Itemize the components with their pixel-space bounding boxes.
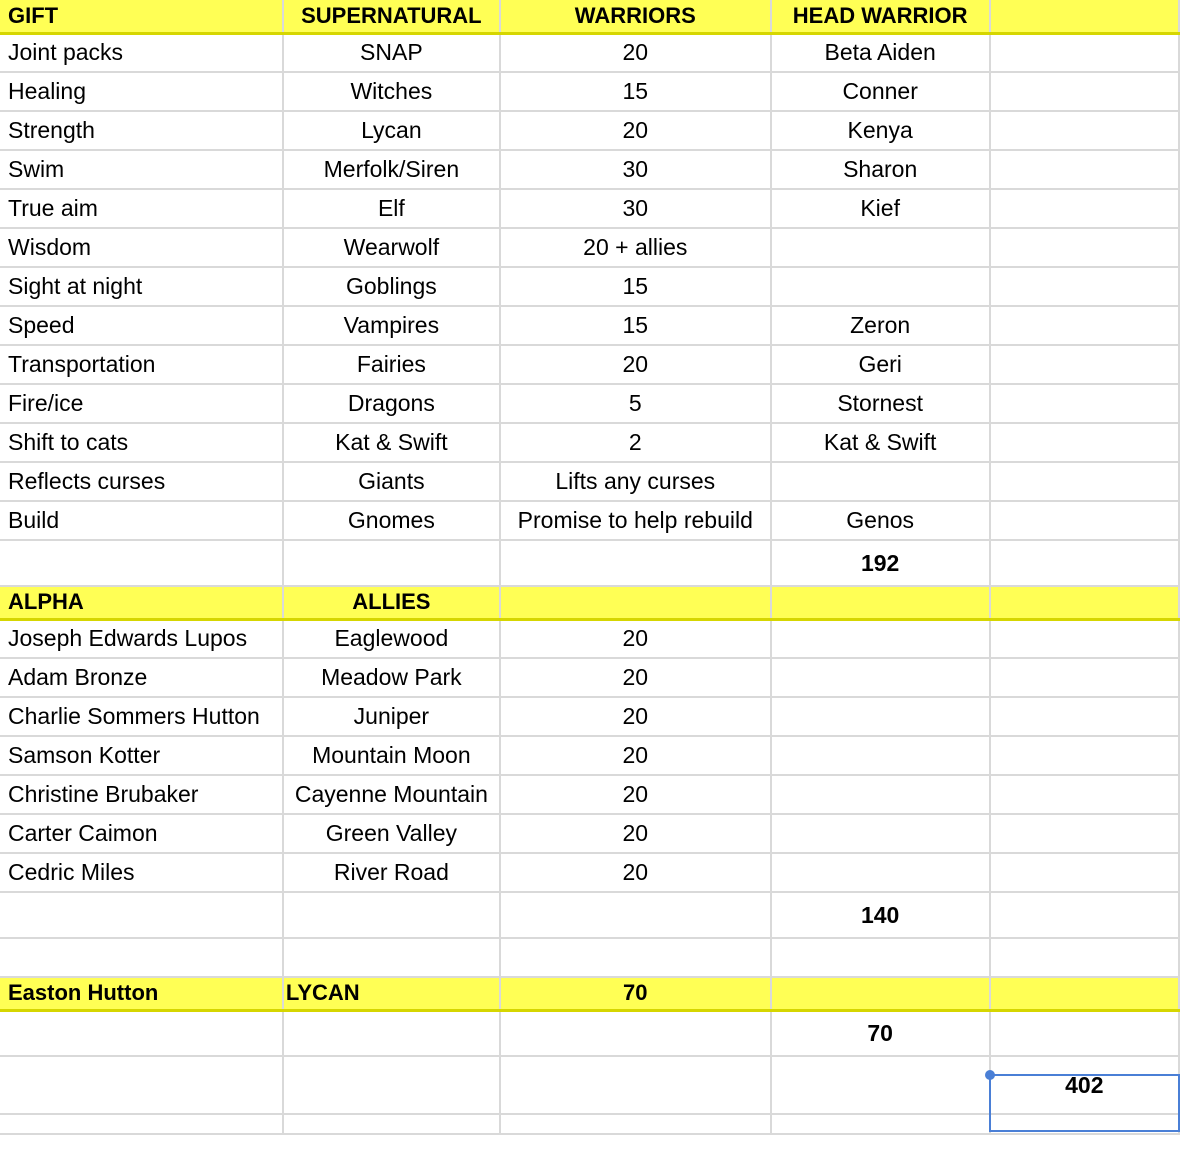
cell-empty[interactable]	[990, 462, 1179, 501]
cell-warriors[interactable]: 2	[500, 423, 771, 462]
cell-empty[interactable]	[990, 814, 1179, 853]
cell-empty[interactable]	[0, 1010, 283, 1056]
cell-empty[interactable]	[990, 150, 1179, 189]
cell-empty[interactable]	[990, 189, 1179, 228]
cell-empty[interactable]	[990, 938, 1179, 977]
total-cell-allies[interactable]: 140	[771, 892, 990, 938]
header-cell-easton-hutton[interactable]: Easton Hutton	[0, 977, 283, 1010]
cell-gift[interactable]: Reflects curses	[0, 462, 283, 501]
cell-empty[interactable]	[990, 658, 1179, 697]
cell-empty[interactable]	[0, 892, 283, 938]
cell-warriors[interactable]: 20	[500, 658, 771, 697]
cell-alpha[interactable]: Adam Bronze	[0, 658, 283, 697]
cell-empty[interactable]	[990, 72, 1179, 111]
cell-supernatural[interactable]: Elf	[283, 189, 500, 228]
cell-gift[interactable]: Transportation	[0, 345, 283, 384]
cell-empty[interactable]	[771, 853, 990, 892]
cell-empty[interactable]	[0, 540, 283, 586]
cell-supernatural[interactable]: Giants	[283, 462, 500, 501]
cell-empty[interactable]	[771, 658, 990, 697]
cell-head-warrior[interactable]	[771, 228, 990, 267]
header-cell-empty[interactable]	[990, 0, 1179, 33]
table-row	[0, 814, 1179, 853]
table-row	[0, 33, 1179, 72]
cell-empty[interactable]	[990, 384, 1179, 423]
table-row	[0, 267, 1179, 306]
header-cell-empty[interactable]	[771, 586, 990, 619]
total-cell-lycan[interactable]: 70	[771, 1010, 990, 1056]
cell-gift[interactable]: Strength	[0, 111, 283, 150]
cell-empty[interactable]	[990, 540, 1179, 586]
cell-empty[interactable]	[500, 892, 771, 938]
cell-head-warrior[interactable]: Conner	[771, 72, 990, 111]
header-cell-gift[interactable]: GIFT	[0, 0, 283, 33]
cell-head-warrior[interactable]	[771, 462, 990, 501]
cell-empty[interactable]	[771, 736, 990, 775]
cell-empty[interactable]	[990, 501, 1179, 540]
cell-alpha[interactable]: Christine Brubaker	[0, 775, 283, 814]
cell-empty[interactable]	[500, 1114, 771, 1134]
cell-empty[interactable]	[771, 814, 990, 853]
grand-total-row	[0, 1056, 1179, 1114]
cell-empty[interactable]	[500, 938, 771, 977]
cell-head-warrior[interactable]: Genos	[771, 501, 990, 540]
cell-warriors[interactable]: 15	[500, 267, 771, 306]
table-row	[0, 736, 1179, 775]
cell-warriors[interactable]: 30	[500, 189, 771, 228]
cell-empty[interactable]	[771, 775, 990, 814]
cell-gift[interactable]: Speed	[0, 306, 283, 345]
table-row	[0, 111, 1179, 150]
cell-empty[interactable]	[990, 228, 1179, 267]
cell-allies[interactable]: River Road	[283, 853, 500, 892]
cell-alpha[interactable]: Cedric Miles	[0, 853, 283, 892]
table-row	[0, 697, 1179, 736]
cell-supernatural[interactable]: Lycan	[283, 111, 500, 150]
cell-alpha[interactable]: Joseph Edwards Lupos	[0, 619, 283, 658]
cell-supernatural[interactable]: Merfolk/Siren	[283, 150, 500, 189]
header-cell-supernatural[interactable]: SUPERNATURAL	[283, 0, 500, 33]
table-row	[0, 306, 1179, 345]
cell-head-warrior[interactable]: Geri	[771, 345, 990, 384]
cell-empty[interactable]	[990, 619, 1179, 658]
cell-warriors[interactable]: 20	[500, 736, 771, 775]
cell-empty[interactable]	[0, 938, 283, 977]
cell-empty[interactable]	[990, 1114, 1179, 1134]
header-cell-warriors[interactable]: WARRIORS	[500, 0, 771, 33]
cell-head-warrior[interactable]	[771, 267, 990, 306]
cell-warriors[interactable]: 20 + allies	[500, 228, 771, 267]
cell-supernatural[interactable]: Gnomes	[283, 501, 500, 540]
cell-warriors[interactable]: 5	[500, 384, 771, 423]
cell-supernatural[interactable]: Goblings	[283, 267, 500, 306]
cell-supernatural[interactable]: Wearwolf	[283, 228, 500, 267]
total-row-gift	[0, 540, 1179, 586]
cell-gift[interactable]: Swim	[0, 150, 283, 189]
header-row-alpha	[0, 586, 1179, 619]
header-cell-empty[interactable]	[771, 977, 990, 1010]
cell-supernatural[interactable]: Fairies	[283, 345, 500, 384]
cell-empty[interactable]	[990, 1010, 1179, 1056]
empty-row	[0, 938, 1179, 977]
cell-empty[interactable]	[771, 938, 990, 977]
table-row	[0, 228, 1179, 267]
cell-supernatural[interactable]: Witches	[283, 72, 500, 111]
cell-empty[interactable]	[990, 775, 1179, 814]
cell-warriors[interactable]: Lifts any curses	[500, 462, 771, 501]
cell-empty[interactable]	[0, 1114, 283, 1134]
cell-empty[interactable]	[990, 267, 1179, 306]
cell-head-warrior[interactable]: Kief	[771, 189, 990, 228]
cell-head-warrior[interactable]: Beta Aiden	[771, 33, 990, 72]
table-row	[0, 619, 1179, 658]
table-row	[0, 853, 1179, 892]
empty-row	[0, 1114, 1179, 1134]
cell-empty[interactable]	[990, 33, 1179, 72]
table-row	[0, 423, 1179, 462]
table-row	[0, 501, 1179, 540]
cell-empty[interactable]	[283, 1114, 500, 1134]
cell-gift[interactable]: Joint packs	[0, 33, 283, 72]
table-row	[0, 462, 1179, 501]
header-cell-warriors-count[interactable]: 70	[500, 977, 771, 1010]
table-row	[0, 345, 1179, 384]
cell-empty[interactable]	[283, 540, 500, 586]
cell-warriors[interactable]: 20	[500, 853, 771, 892]
table-row	[0, 189, 1179, 228]
cell-supernatural[interactable]: Kat & Swift	[283, 423, 500, 462]
header-row-easton	[0, 977, 1179, 1010]
cell-empty[interactable]	[771, 619, 990, 658]
cell-empty[interactable]	[283, 1010, 500, 1056]
cell-allies[interactable]: Cayenne Mountain	[283, 775, 500, 814]
cell-allies[interactable]: Mountain Moon	[283, 736, 500, 775]
cell-empty[interactable]	[990, 423, 1179, 462]
cell-head-warrior[interactable]: Kat & Swift	[771, 423, 990, 462]
header-cell-alpha[interactable]: ALPHA	[0, 586, 283, 619]
header-row-gift	[0, 0, 1179, 33]
cell-empty[interactable]	[771, 697, 990, 736]
cell-allies[interactable]: Eaglewood	[283, 619, 500, 658]
header-cell-allies[interactable]: ALLIES	[283, 586, 500, 619]
cell-gift[interactable]: Sight at night	[0, 267, 283, 306]
table-row	[0, 775, 1179, 814]
total-row-lycan	[0, 1010, 1179, 1056]
header-cell-empty[interactable]	[990, 977, 1179, 1010]
cell-warriors[interactable]: 20	[500, 814, 771, 853]
cell-empty[interactable]	[500, 1056, 771, 1114]
cell-empty[interactable]	[990, 111, 1179, 150]
cell-warriors[interactable]: 20	[500, 775, 771, 814]
cell-warriors[interactable]: 30	[500, 150, 771, 189]
header-cell-lycan[interactable]: LYCAN	[283, 977, 500, 1010]
cell-supernatural[interactable]: SNAP	[283, 33, 500, 72]
cell-gift[interactable]: Build	[0, 501, 283, 540]
cell-empty[interactable]	[283, 1056, 500, 1114]
cell-warriors[interactable]: 20	[500, 33, 771, 72]
cell-allies[interactable]: Meadow Park	[283, 658, 500, 697]
cell-alpha[interactable]: Charlie Sommers Hutton	[0, 697, 283, 736]
cell-warriors[interactable]: Promise to help rebuild	[500, 501, 771, 540]
cell-warriors[interactable]: 15	[500, 72, 771, 111]
cell-empty[interactable]	[771, 1056, 990, 1114]
cell-head-warrior[interactable]: Kenya	[771, 111, 990, 150]
total-cell-gift[interactable]: 192	[771, 540, 990, 586]
cell-gift[interactable]: Wisdom	[0, 228, 283, 267]
table-row	[0, 150, 1179, 189]
cell-supernatural[interactable]: Vampires	[283, 306, 500, 345]
cell-empty[interactable]	[0, 1056, 283, 1114]
cell-empty[interactable]	[990, 306, 1179, 345]
cell-supernatural[interactable]: Dragons	[283, 384, 500, 423]
cell-empty[interactable]	[283, 892, 500, 938]
cell-allies[interactable]: Green Valley	[283, 814, 500, 853]
cell-empty[interactable]	[283, 938, 500, 977]
cell-gift[interactable]: Healing	[0, 72, 283, 111]
cell-empty[interactable]	[771, 1114, 990, 1134]
total-row-allies	[0, 892, 1179, 938]
cell-gift[interactable]: Shift to cats	[0, 423, 283, 462]
cell-empty[interactable]	[990, 345, 1179, 384]
cell-head-warrior[interactable]: Sharon	[771, 150, 990, 189]
cell-empty[interactable]	[990, 736, 1179, 775]
cell-head-warrior[interactable]: Stornest	[771, 384, 990, 423]
table-row	[0, 72, 1179, 111]
header-cell-empty[interactable]	[500, 586, 771, 619]
cell-allies[interactable]: Juniper	[283, 697, 500, 736]
cell-empty[interactable]	[500, 540, 771, 586]
cell-warriors[interactable]: 20	[500, 111, 771, 150]
cell-alpha[interactable]: Samson Kotter	[0, 736, 283, 775]
cell-head-warrior[interactable]: Zeron	[771, 306, 990, 345]
cell-gift[interactable]: Fire/ice	[0, 384, 283, 423]
cell-alpha[interactable]: Carter Caimon	[0, 814, 283, 853]
cell-empty[interactable]	[990, 697, 1179, 736]
cell-warriors[interactable]: 20	[500, 697, 771, 736]
cell-warriors[interactable]: 20	[500, 345, 771, 384]
table-row	[0, 658, 1179, 697]
cell-warriors[interactable]: 15	[500, 306, 771, 345]
grand-total-cell[interactable]: 402	[990, 1056, 1179, 1114]
header-cell-head-warrior[interactable]: HEAD WARRIOR	[771, 0, 990, 33]
cell-empty[interactable]	[990, 853, 1179, 892]
cell-gift[interactable]: True aim	[0, 189, 283, 228]
cell-empty[interactable]	[990, 892, 1179, 938]
cell-warriors[interactable]: 20	[500, 619, 771, 658]
header-cell-empty[interactable]	[990, 586, 1179, 619]
table-row	[0, 384, 1179, 423]
cell-empty[interactable]	[500, 1010, 771, 1056]
